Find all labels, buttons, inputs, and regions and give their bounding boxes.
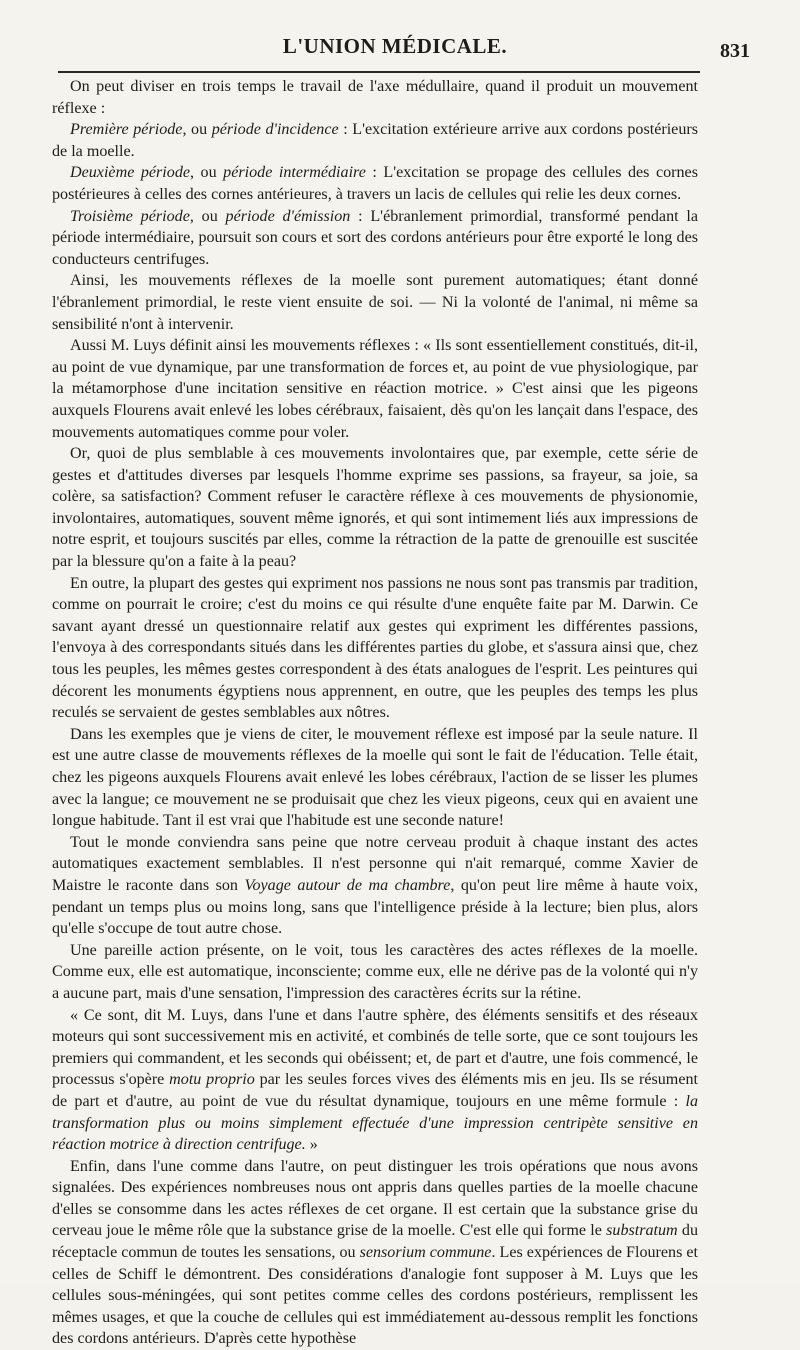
page-number: 831 — [720, 40, 750, 62]
paragraph: Première période, ou période d'incidence : L'excitation extérieure arrive aux cordons postérieurs de la moelle. — [52, 121, 698, 160]
paragraph: Dans les exemples que je viens de citer, le mouvement réflexe est imposé par la seule nature. Il est une autre classe de mouvements réflexes de la moelle qui sont le fait de l'éducation. Telle était, chez les pigeons auxquels Flourens avait enlevé les lobes cérébraux, l'action de se lisser les plumes avec la langue; ce mouvement ne se produisait que chez les vieux pigeons, ceux qui en avaient une longue habitude. Tant il est vrai que l'habitude est une seconde nature! — [52, 725, 698, 830]
article-body — [52, 76, 698, 1350]
paragraph: Une pareille action présente, on le voit, tous les caractères des actes réflexes de la moelle. Comme eux, elle est automatique, inconsciente; comme eux, elle ne dérive pas de la volonté qui n'y a aucune part, mais d'une sensation, l'impression des caractères écrits sur la rétine. — [52, 941, 698, 1002]
paragraph: Or, quoi de plus semblable à ces mouvements involontaires que, par exemple, cette série de gestes et d'attitudes diverses par lesquels l'homme exprime ses passions, sa frayeur, sa joie, sa colère, sa satisfaction? Comment refuser le caractère réflexe à ces mouvements de physionomie, involontaires, automatiques, souvent même ignorés, et qui sont intimement liés aux impressions de notre esprit, et toujours suscités par elles, comme la rétraction de la patte de grenouille est suscitée par la blessure qu'on a faite à la peau? — [52, 445, 698, 571]
paragraph: Ainsi, les mouvements réflexes de la moelle sont purement automatiques; étant donné l'ébranlement primordial, le reste vient ensuite de soi. — Ni la volonté de l'animal, ni même sa sensibilité n'ont à intervenir. — [52, 272, 698, 333]
paragraph: Aussi M. Luys définit ainsi les mouvements réflexes : « Ils sont essentiellement constitués, dit-il, au point de vue dynamique, par une transformation de forces et, au point de vue physiologique, par la métamorphose d'une incitation sensitive en réaction motrice. » C'est ainsi que les pigeons auxquels Flourens avait enlevé les lobes cérébraux, faisaient, dès qu'on les lançait dans l'espace, des mouvements automatiques comme pour voler. — [52, 337, 698, 441]
paragraph: Enfin, dans l'une comme dans l'autre, on peut distinguer les trois opérations que nous avons signalées. Des expériences nombreuses nous ont appris dans quelles parties de la moelle chacune d'elles se consomme dans les actes réflexes de cet organe. Il est certain que la substance grise du cerveau joue le même rôle que la substance grise de la moelle. C'est elle qui forme le substratum du réceptacle commun de toutes les sensations, ou sensorium commune. Les expériences de Flourens et celles de Schiff le démontrent. Des considérations d'analogie font supposer à M. Luys que les cellules sous-méningées, qui sont petites comme celles des cordons postérieurs, remplissent les mêmes usages, et que la couche de cellules qui est immédiatement au-dessous remplit les fonctions des cordons antérieurs. D'après cette hypothèse — [52, 1157, 699, 1348]
page-header — [40, 28, 750, 68]
paragraph: Deuxième période, ou période intermédiaire : L'excitation se propage des cellules des cornes postérieures à celles des cornes antérieures, à travers un lacis de cellules qui relie les deux cornes. — [52, 164, 698, 203]
running-title: L'UNION MÉDICALE. — [282, 34, 508, 58]
paragraph: Troisième période, ou période d'émission : L'ébranlement primordial, transformé pendant la période intermédiaire, poursuit son cours et sort des cordons antérieurs pour être exporté le long des conducteurs centrifuges. — [52, 207, 698, 268]
paragraph: Tout le monde conviendra sans peine que notre cerveau produit à chaque instant des actes automatiques exactement semblables. Il n'est personne qui n'ait remarqué, comme Xavier de Maistre le raconte dans son Voyage autour de ma chambre, qu'on peut lire même à haute voix, pendant un temps plus ou moins long, sans que l'intelligence préside à la lecture; bien plus, alors qu'elle s'occupe de tout autre chose. — [52, 833, 698, 938]
paragraph: On peut diviser en trois temps le travail de l'axe médullaire, quand il produit un mouvement réflexe : — [52, 78, 698, 117]
paragraph: « Ce sont, dit M. Luys, dans l'une et dans l'autre sphère, des éléments sensitifs et des réseaux moteurs qui sont successivement mis en activité, et combinés de telle sorte, que ce sont toujours les premiers qui commandent, et les seconds qui obéissent; et, de part et d'autre, une fois commencé, le processus s'opère motu proprio par les seules forces vives des éléments mis en jeu. Ils se résument de part et d'autre, au point de vue du résultat dynamique, toujours en une même formule : la transformation plus ou moins simplement effectuée d'une impression centripète sensitive en réaction motrice à direction centrifuge. » — [52, 1006, 698, 1154]
header-rule — [58, 71, 700, 73]
paragraph: En outre, la plupart des gestes qui expriment nos passions ne nous sont pas transmis par tradition, comme on pourrait le croire; c'est du moins ce qui résulte d'une enquête faite par M. Darwin. Ce savant ayant dressé un questionnaire relatif aux gestes qui expriment les différentes passions, l'envoya à des correspondants situés dans les différentes parties du globe, et s'assura ainsi que, chez tous les peuples, les mêmes gestes correspondent à des états analogues de l'esprit. Les peintures qui décorent les monuments égyptiens nous apprennent, en outre, que les peuples des temps les plus reculés se servaient de gestes semblables aux nôtres. — [52, 574, 698, 722]
